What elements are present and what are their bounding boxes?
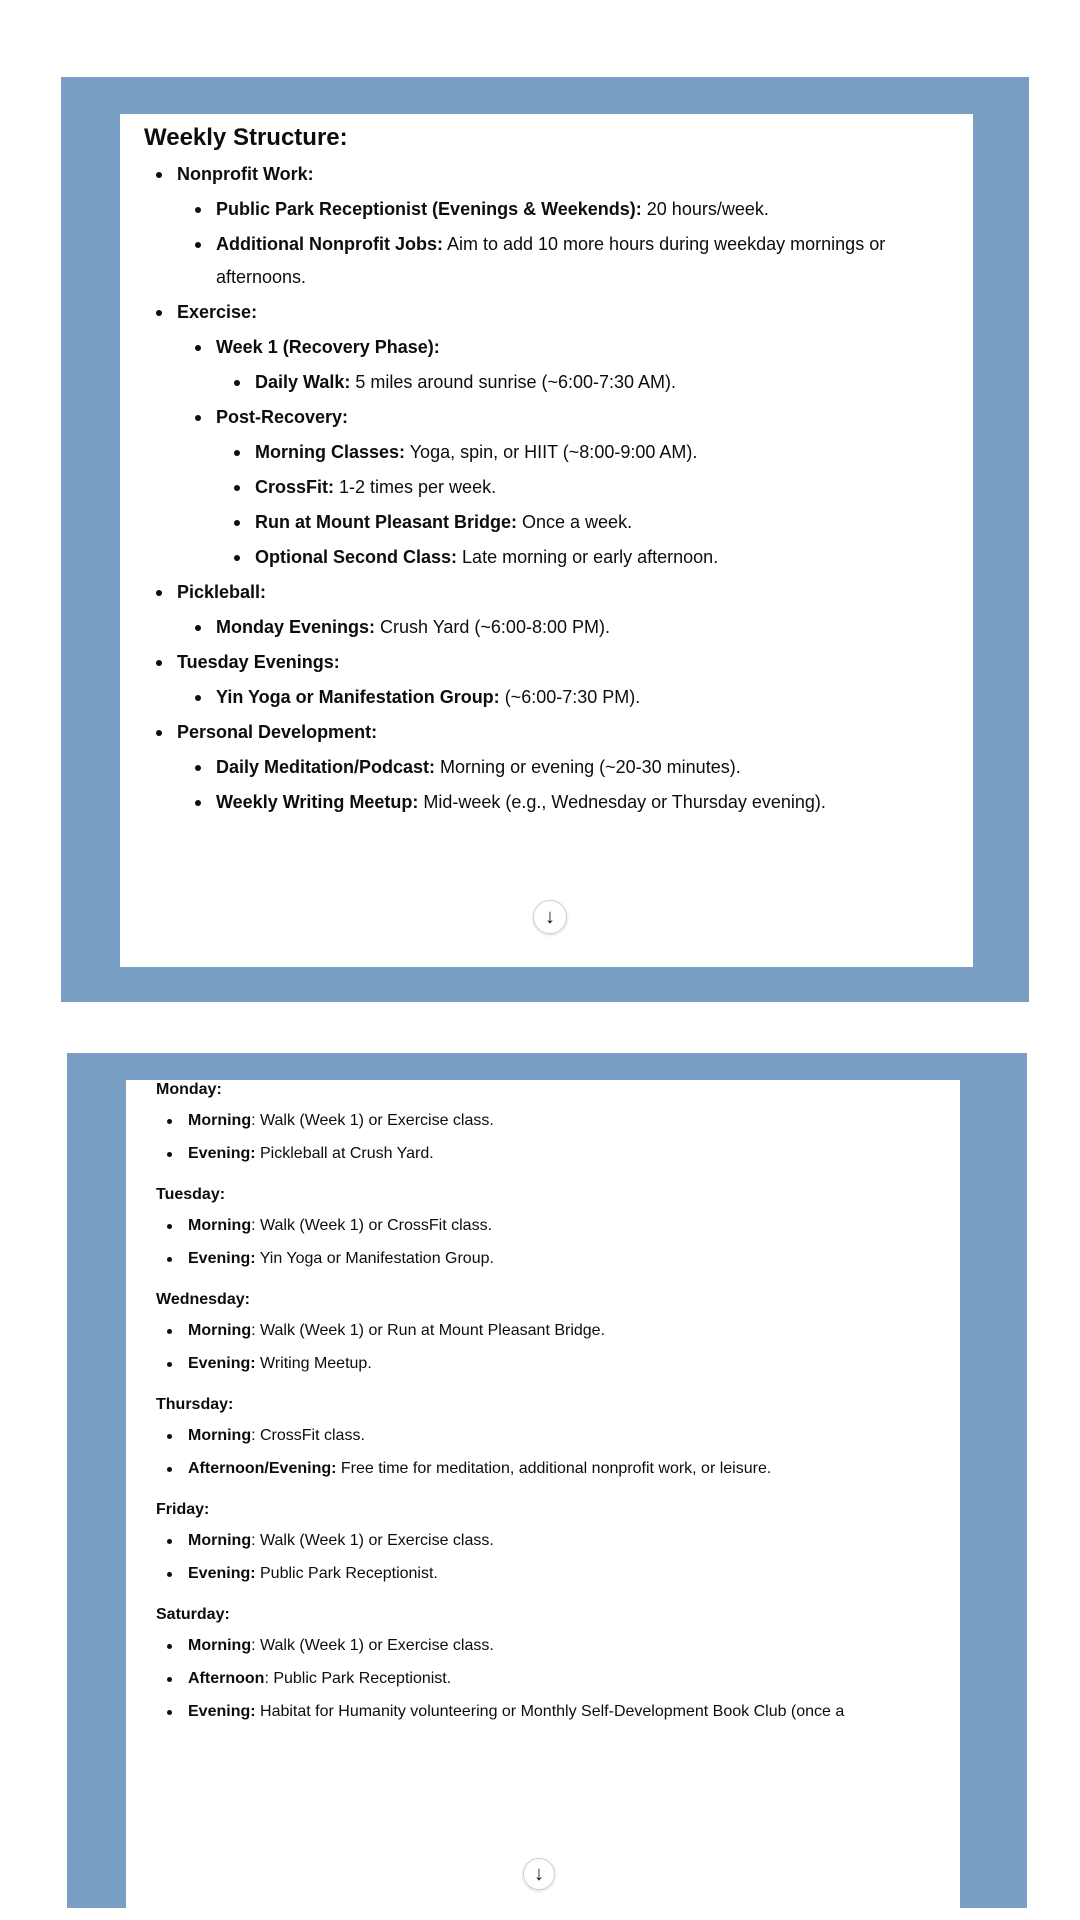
item-detail: Habitat for Humanity volunteering or Monthly Self-Development Book Club (once a	[255, 1703, 845, 1720]
bullet-icon	[165, 1454, 177, 1484]
list-item	[156, 1211, 960, 1241]
item-detail: : Walk (Week 1) or Exercise class.	[251, 1532, 494, 1549]
list-item-text	[167, 296, 955, 329]
bullet-icon	[165, 1316, 177, 1346]
bullet-icon	[192, 751, 206, 784]
item-detail: : Walk (Week 1) or Run at Mount Pleasant Bridge.	[251, 1322, 606, 1339]
item-detail: Tuesday Evenings:	[177, 652, 340, 672]
bullet-icon	[165, 1211, 177, 1241]
screenshot-panel-weekly-structure	[61, 77, 1029, 1002]
bullet-icon	[192, 611, 206, 644]
list-item	[156, 1454, 960, 1484]
item-label: Additional Nonprofit Jobs:	[216, 234, 443, 254]
item-detail: Pickleball:	[177, 582, 267, 602]
bullet-icon	[192, 193, 206, 226]
list-item	[144, 506, 955, 539]
list-item-text	[206, 611, 955, 644]
item-label: Evening:	[188, 1250, 256, 1267]
item-label: Optional Second Class:	[255, 547, 458, 567]
item-detail: 20 hours/week.	[641, 199, 769, 219]
list-item-text	[177, 1211, 492, 1241]
list-item-text	[177, 1454, 771, 1484]
list-item	[144, 401, 955, 434]
item-detail: 1-2 times per week.	[334, 477, 497, 497]
list-item	[156, 1244, 960, 1274]
list-item	[156, 1316, 960, 1346]
item-label: Weekly Writing Meetup:	[216, 792, 419, 812]
list-item	[144, 471, 955, 504]
list-item	[156, 1526, 960, 1556]
item-label: CrossFit:	[255, 477, 335, 497]
list-item	[156, 1349, 960, 1379]
item-label: Morning	[188, 1532, 252, 1549]
chat-message-card	[126, 1080, 960, 1908]
bullet-icon	[192, 681, 206, 714]
item-detail: : Walk (Week 1) or Exercise class.	[251, 1637, 494, 1654]
list-item-text	[206, 193, 955, 226]
list-item	[144, 681, 955, 714]
structure-list	[144, 153, 955, 819]
scroll-to-bottom-button[interactable]	[523, 1858, 555, 1890]
list-item-text	[177, 1526, 494, 1556]
day-heading: Saturday:	[156, 1606, 230, 1623]
day-heading: Friday:	[156, 1501, 210, 1518]
item-label: Evening:	[188, 1565, 256, 1582]
arrow-down-icon: ↓	[545, 906, 555, 928]
item-detail: Mid-week (e.g., Wednesday or Thursday evening).	[418, 792, 826, 812]
item-detail: Pickleball at Crush Yard.	[255, 1145, 434, 1162]
bullet-icon	[231, 366, 245, 399]
bullet-icon	[153, 576, 167, 609]
list-item-text	[245, 366, 955, 399]
item-detail: Exercise:	[177, 302, 258, 322]
bullet-icon	[153, 158, 167, 191]
item-label: Week 1 (Recovery Phase):	[216, 337, 440, 357]
item-label: Evening:	[188, 1355, 256, 1372]
list-item-text	[167, 158, 955, 191]
item-detail: Once a week.	[517, 512, 633, 532]
item-detail: Public Park Receptionist.	[255, 1565, 438, 1582]
list-item	[144, 193, 955, 226]
bullet-icon	[165, 1559, 177, 1589]
item-detail: Nonprofit Work:	[177, 164, 314, 184]
item-detail: Yoga, spin, or HIIT (~8:00-9:00 AM).	[405, 442, 698, 462]
list-item	[144, 228, 955, 294]
bullet-icon	[165, 1139, 177, 1169]
bullet-icon	[192, 228, 206, 261]
bullet-icon	[165, 1244, 177, 1274]
list-item	[144, 331, 955, 364]
list-item	[156, 1559, 960, 1589]
list-item	[144, 158, 955, 191]
scroll-to-bottom-button[interactable]	[533, 900, 567, 934]
list-item	[144, 576, 955, 609]
list-item-text	[167, 716, 955, 749]
item-detail: Writing Meetup.	[255, 1355, 372, 1372]
list-item	[144, 436, 955, 469]
list-item	[156, 1421, 960, 1451]
list-item-text	[167, 576, 955, 609]
day-heading: Thursday:	[156, 1396, 234, 1413]
item-label: Run at Mount Pleasant Bridge:	[255, 512, 518, 532]
item-detail: : Walk (Week 1) or CrossFit class.	[251, 1217, 493, 1234]
message-content	[120, 123, 973, 819]
item-label: Evening:	[188, 1703, 256, 1720]
item-detail: : Public Park Receptionist.	[264, 1670, 452, 1687]
item-detail: Morning or evening (~20-30 minutes).	[435, 757, 741, 777]
bullet-icon	[192, 331, 206, 364]
item-label: Yin Yoga or Manifestation Group:	[216, 687, 500, 707]
list-item-text	[206, 401, 955, 434]
list-item	[156, 1106, 960, 1136]
day-heading: Monday:	[156, 1081, 222, 1098]
item-detail: Late morning or early afternoon.	[457, 547, 719, 567]
list-item-text	[177, 1349, 372, 1379]
day-heading: Wednesday:	[156, 1291, 250, 1308]
chat-message-card	[120, 114, 973, 967]
list-item	[144, 366, 955, 399]
list-item-text	[206, 228, 955, 294]
item-label: Morning	[188, 1217, 252, 1234]
list-item	[144, 646, 955, 679]
item-detail: (~6:00-7:30 PM).	[499, 687, 641, 707]
list-item	[156, 1139, 960, 1169]
list-item	[144, 541, 955, 574]
bullet-icon	[231, 506, 245, 539]
section-heading: Weekly Structure:	[144, 124, 348, 151]
list-item-text	[177, 1631, 494, 1661]
bullet-icon	[165, 1697, 177, 1727]
bullet-icon	[165, 1631, 177, 1661]
list-item	[144, 296, 955, 329]
bullet-icon	[153, 716, 167, 749]
list-item-text	[177, 1697, 844, 1727]
item-label: Post-Recovery:	[216, 407, 349, 427]
list-item	[156, 1631, 960, 1661]
screenshot-panel-daily-schedule	[67, 1053, 1027, 1908]
item-detail: 5 miles around sunrise (~6:00-7:30 AM).	[350, 372, 677, 392]
list-item-text	[245, 436, 955, 469]
item-detail: Crush Yard (~6:00-8:00 PM).	[375, 617, 610, 637]
list-item-text	[177, 1106, 494, 1136]
message-content	[126, 1080, 960, 1727]
bullet-icon	[165, 1421, 177, 1451]
list-item-text	[206, 331, 955, 364]
list-item-text	[245, 506, 955, 539]
list-item-text	[177, 1316, 605, 1346]
list-item-text	[177, 1244, 494, 1274]
item-label: Morning	[188, 1637, 252, 1654]
list-item-text	[206, 681, 955, 714]
item-detail: : Walk (Week 1) or Exercise class.	[251, 1112, 494, 1129]
list-item-text	[177, 1139, 434, 1169]
list-item	[144, 786, 955, 819]
item-label: Evening:	[188, 1145, 256, 1162]
day-heading: Tuesday:	[156, 1186, 226, 1203]
list-item	[156, 1697, 960, 1727]
item-label: Morning	[188, 1427, 252, 1444]
bullet-icon	[231, 436, 245, 469]
bullet-icon	[192, 786, 206, 819]
bullet-icon	[192, 401, 206, 434]
arrow-down-icon: ↓	[534, 1863, 544, 1885]
item-detail: : CrossFit class.	[251, 1427, 365, 1444]
list-item-text	[206, 751, 955, 784]
bullet-icon	[165, 1526, 177, 1556]
item-label: Public Park Receptionist (Evenings & Weekends):	[216, 199, 642, 219]
list-item	[156, 1664, 960, 1694]
bullet-icon	[153, 646, 167, 679]
list-item-text	[167, 646, 955, 679]
list-item-text	[177, 1664, 451, 1694]
list-item-text	[177, 1421, 365, 1451]
list-item	[144, 716, 955, 749]
item-detail: Yin Yoga or Manifestation Group.	[255, 1250, 494, 1267]
list-item-text	[177, 1559, 438, 1589]
list-item-text	[206, 786, 955, 819]
item-label: Morning	[188, 1112, 252, 1129]
bullet-icon	[165, 1106, 177, 1136]
item-detail: Personal Development:	[177, 722, 378, 742]
bullet-icon	[231, 541, 245, 574]
list-item-text	[245, 541, 955, 574]
list-item-text	[245, 471, 955, 504]
item-label: Afternoon	[188, 1670, 265, 1687]
item-label: Daily Walk:	[255, 372, 351, 392]
bullet-icon	[231, 471, 245, 504]
bullet-icon	[153, 296, 167, 329]
item-detail: Free time for meditation, additional nonprofit work, or leisure.	[336, 1460, 772, 1477]
item-detail: Aim to add 10 more hours during weekday mornings or afternoons.	[216, 234, 886, 287]
item-label: Daily Meditation/Podcast:	[216, 757, 436, 777]
list-item	[144, 751, 955, 784]
list-item	[144, 611, 955, 644]
bullet-icon	[165, 1664, 177, 1694]
item-label: Monday Evenings:	[216, 617, 376, 637]
bullet-icon	[165, 1349, 177, 1379]
item-label: Afternoon/Evening:	[188, 1460, 337, 1477]
item-label: Morning	[188, 1322, 252, 1339]
item-label: Morning Classes:	[255, 442, 406, 462]
